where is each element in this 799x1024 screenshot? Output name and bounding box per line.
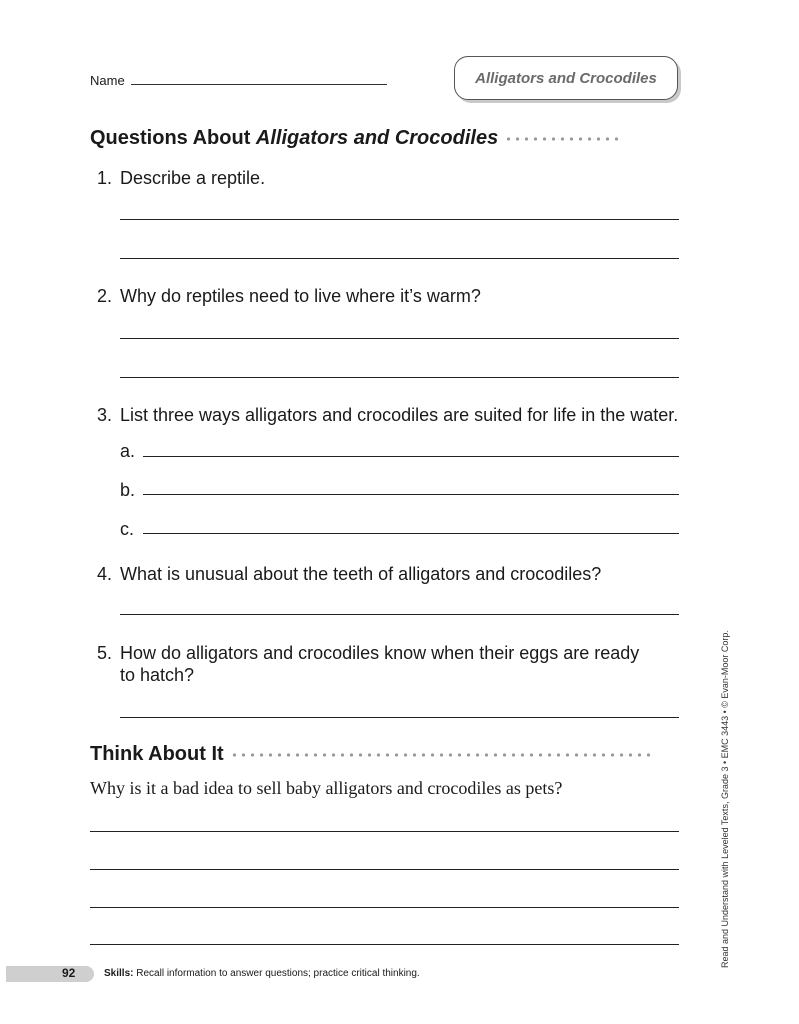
name-field-line[interactable] — [131, 84, 387, 85]
think-question: Why is it a bad idea to sell baby alligators and crocodiles as pets? — [90, 778, 563, 798]
name-label: Name — [90, 73, 125, 88]
question-3 — [97, 405, 678, 426]
title-tab — [454, 56, 678, 100]
question-number: 4. — [97, 564, 113, 584]
answer-line-1a[interactable] — [120, 219, 679, 220]
question-number: 1. — [97, 168, 113, 188]
question-text: Describe a reptile. — [120, 168, 266, 188]
think-answer-line-2[interactable] — [90, 869, 679, 870]
sub-item-label-c: c. — [120, 519, 135, 539]
question-text: How do alligators and crocodiles know when their eggs are ready — [120, 643, 640, 663]
question-5 — [97, 643, 639, 664]
page-number: 92 — [62, 966, 76, 980]
answer-line-1b[interactable] — [120, 258, 679, 259]
questions-heading-prefix: Questions About — [90, 127, 256, 149]
answer-line-2a[interactable] — [120, 338, 679, 339]
skills-text: Recall information to answer questions; practice critical thinking. — [136, 968, 420, 979]
think-heading — [90, 743, 654, 766]
answer-line-3b[interactable] — [143, 494, 679, 495]
answer-line-3a[interactable] — [143, 456, 679, 457]
sub-item-label-b: b. — [120, 480, 136, 500]
questions-heading-title: Alligators and Crocodiles — [255, 127, 499, 149]
think-heading-text: Think About It — [90, 743, 224, 765]
question-4 — [97, 564, 601, 585]
skills-label: Skills: — [104, 968, 134, 979]
answer-line-3c[interactable] — [143, 533, 679, 534]
question-5-continuation: to hatch? — [120, 665, 195, 685]
question-2 — [97, 286, 481, 307]
question-number: 2. — [97, 286, 113, 306]
title-tab-text: Alligators and Crocodiles — [475, 69, 657, 87]
skills-note — [104, 968, 420, 979]
page-number-tab — [6, 966, 94, 982]
question-1 — [97, 168, 265, 189]
think-answer-line-3[interactable] — [90, 907, 679, 908]
question-number: 5. — [97, 643, 113, 663]
answer-line-4[interactable] — [120, 614, 679, 615]
question-number: 3. — [97, 405, 113, 425]
question-text: Why do reptiles need to live where it’s warm? — [120, 286, 481, 306]
think-answer-line-4[interactable] — [90, 944, 679, 945]
answer-line-5[interactable] — [120, 717, 679, 718]
think-answer-line-1[interactable] — [90, 831, 679, 832]
question-text: What is unusual about the teeth of alligators and crocodiles? — [120, 564, 602, 584]
heading-dotted-rule — [504, 137, 622, 141]
questions-heading — [90, 127, 622, 150]
question-text: List three ways alligators and crocodiles are suited for life in the water. — [120, 405, 679, 425]
sub-item-label-a: a. — [120, 441, 136, 461]
answer-line-2b[interactable] — [120, 377, 679, 378]
copyright-credit: Read and Understand with Leveled Texts, Grade 3 • EMC 3443 • © Evan-Moor Corp. — [720, 630, 730, 968]
heading-dotted-rule — [230, 753, 654, 757]
